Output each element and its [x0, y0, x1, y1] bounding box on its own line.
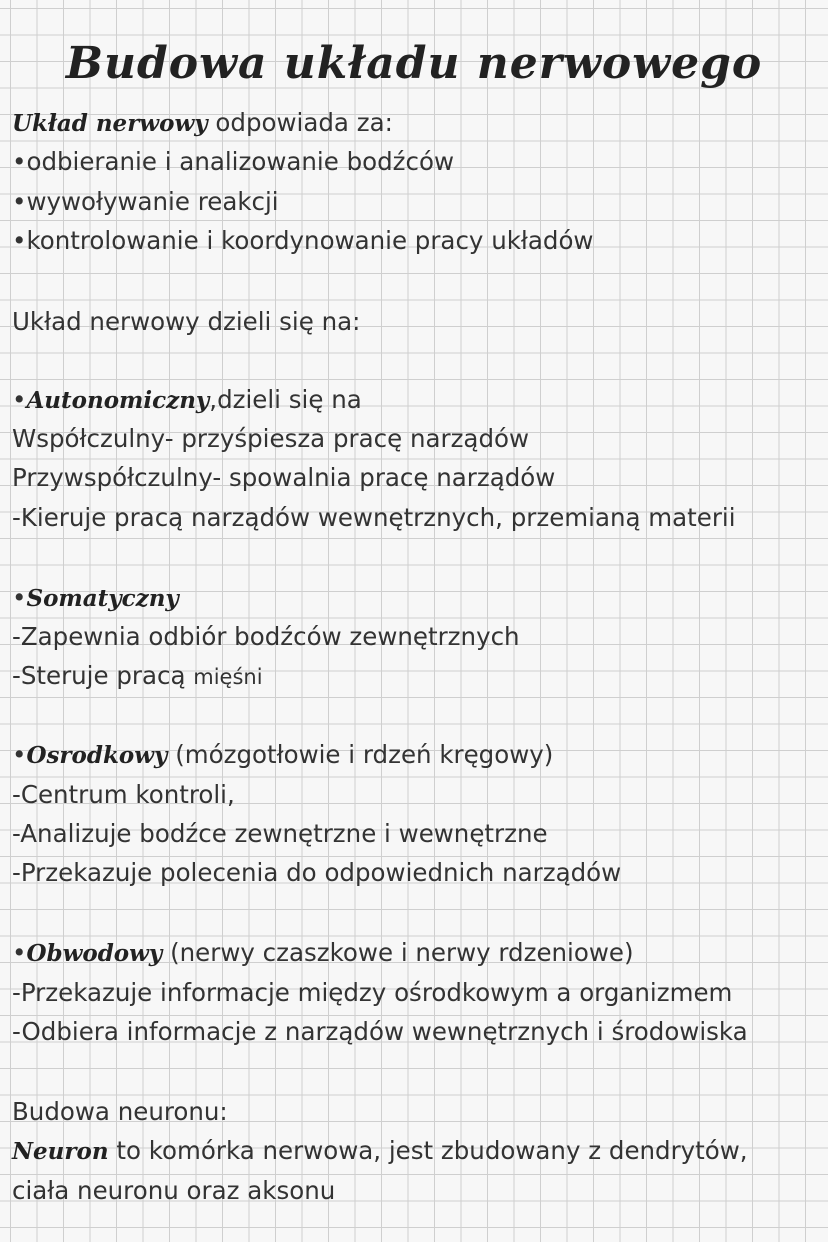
- neuron-term: Neuron: [12, 1138, 109, 1165]
- somatic-line-small: mięśni: [193, 665, 263, 689]
- bullet: •: [12, 583, 27, 612]
- peripheral-heading: [12, 938, 634, 969]
- central-rest: (mózgotłowie i rdzeń kręgowy): [167, 740, 554, 769]
- central-line: -Przekazuje polecenia do odpowiednich narządów: [12, 858, 622, 887]
- central-term: Osrodkowy: [26, 742, 168, 769]
- intro-rest: odpowiada za:: [207, 108, 393, 137]
- peripheral-rest: (nerwy czaszkowe i nerwy rdzeniowe): [162, 938, 634, 967]
- bullet: •: [12, 385, 27, 414]
- somatic-line-main: -Steruje pracą: [12, 661, 194, 690]
- intro-item: •kontrolowanie i koordynowanie pracy układów: [12, 226, 594, 255]
- central-heading: [12, 740, 553, 771]
- autonomic-rest: ,dzieli się na: [209, 385, 362, 414]
- bullet: •: [12, 938, 27, 967]
- peripheral-line: -Odbiera informacje z narządów wewnętrznych i środowiska: [12, 1017, 748, 1046]
- neuron-heading: Budowa neuronu:: [12, 1097, 228, 1126]
- intro-item: •odbieranie i analizowanie bodźców: [12, 147, 455, 176]
- somatic-line: -Zapewnia odbiór bodźców zewnętrznych: [12, 622, 520, 651]
- autonomic-line: -Kieruje pracą narządów wewnętrznych, przemianą materii: [12, 503, 736, 532]
- division-heading: Układ nerwowy dzieli się na:: [12, 307, 361, 336]
- somatic-term: Somatyczny: [26, 585, 179, 612]
- somatic-heading: [12, 583, 179, 614]
- intro-line: [12, 108, 393, 139]
- neuron-line: [12, 1136, 748, 1167]
- intro-term: Układ nerwowy: [12, 110, 208, 137]
- peripheral-term: Obwodowy: [26, 940, 163, 967]
- somatic-line: [12, 661, 263, 692]
- autonomic-line: Przywspółczulny- spowalnia pracę narządów: [12, 463, 556, 492]
- page-title: Budowa układu nerwowego: [65, 38, 763, 89]
- central-line: -Centrum kontroli,: [12, 780, 235, 809]
- neuron-rest: to komórka nerwowa, jest zbudowany z dendrytów,: [108, 1136, 748, 1165]
- bullet: •: [12, 740, 27, 769]
- central-line: -Analizuje bodźce zewnętrzne i wewnętrzne: [12, 819, 548, 848]
- peripheral-line: -Przekazuje informacje między ośrodkowym a organizmem: [12, 978, 733, 1007]
- intro-item: •wywoływanie reakcji: [12, 187, 279, 216]
- neuron-line: ciała neuronu oraz aksonu: [12, 1176, 336, 1205]
- autonomic-line: Współczulny- przyśpiesza pracę narządów: [12, 424, 530, 453]
- autonomic-heading: [12, 385, 362, 416]
- autonomic-term: Autonomiczny: [26, 387, 210, 414]
